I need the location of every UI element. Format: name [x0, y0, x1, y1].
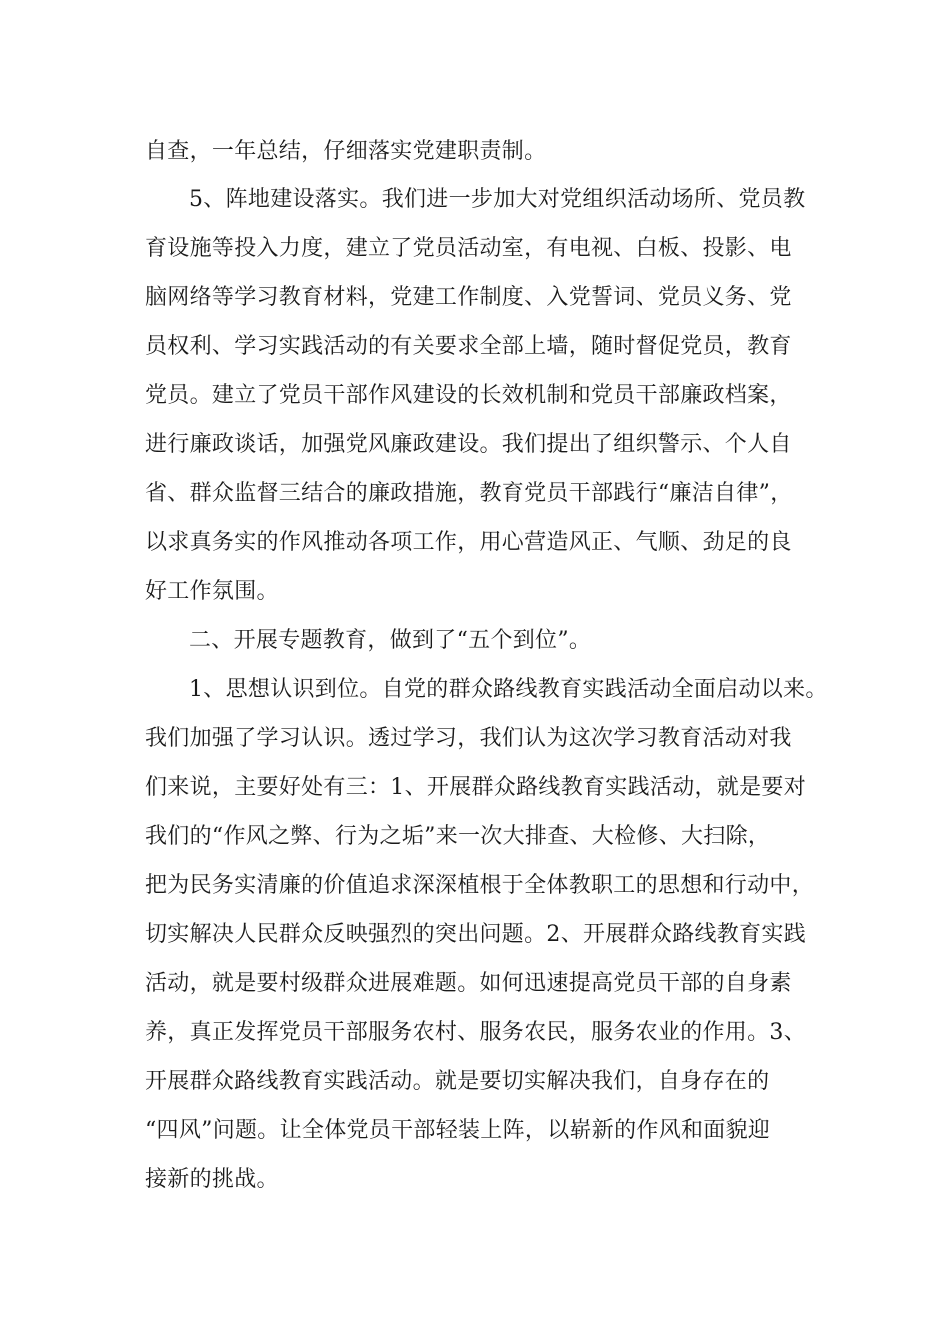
- text-line: 开展群众路线教育实践活动。就是要切实解决我们，自身存在的: [145, 1069, 770, 1094]
- text-line: “四风”问题。让全体党员干部轻装上阵，以崭新的作风和面貌迎: [145, 1118, 771, 1143]
- text-line: 把为民务实清廉的价值追求深深植根于全体教职工的思想和行动中，: [145, 873, 815, 898]
- text-line: 好工作氛围。: [145, 579, 279, 604]
- text-line: 1、思想认识到位。自党的群众路线教育实践活动全面启动以来。: [189, 677, 828, 702]
- text-line: 接新的挑战。: [145, 1167, 279, 1192]
- text-line: 们来说，主要好处有三：1、开展群众路线教育实践活动，就是要对: [145, 775, 806, 800]
- text-line: 以求真务实的作风推动各项工作，用心营造风正、气顺、劲足的良: [145, 530, 792, 555]
- text-line: 5、阵地建设落实。我们进一步加大对党组织活动场所、党员教: [189, 187, 806, 212]
- text-line: 进行廉政谈话，加强党风廉政建设。我们提出了组织警示、个人自: [145, 432, 792, 457]
- text-line: 我们的“作风之弊、行为之垢”来一次大排查、大检修、大扫除，: [145, 824, 771, 849]
- text-line: 省、群众监督三结合的廉政措施，教育党员干部践行“廉洁自律”，: [145, 481, 793, 506]
- text-line: 员权利、学习实践活动的有关要求全部上墙，随时督促党员，教育: [145, 334, 792, 359]
- section-heading: 二、开展专题教育，做到了“五个到位”。: [189, 628, 592, 653]
- text-line: 脑网络等学习教育材料，党建工作制度、入党誓词、党员义务、党: [145, 285, 792, 310]
- text-line: 活动，就是要村级群众进展难题。如何迅速提高党员干部的自身素: [145, 971, 792, 996]
- text-line: 自查，一年总结，仔细落实党建职责制。: [145, 139, 547, 164]
- text-line: 切实解决人民群众反映强烈的突出问题。2、开展群众路线教育实践: [145, 922, 806, 947]
- text-line: 我们加强了学习认识。透过学习，我们认为这次学习教育活动对我: [145, 726, 792, 751]
- text-line: 养，真正发挥党员干部服务农村、服务农民，服务农业的作用。3、: [145, 1020, 806, 1045]
- text-line: 育设施等投入力度，建立了党员活动室，有电视、白板、投影、电: [145, 236, 792, 261]
- text-line: 党员。建立了党员干部作风建设的长效机制和党员干部廉政档案，: [145, 383, 792, 408]
